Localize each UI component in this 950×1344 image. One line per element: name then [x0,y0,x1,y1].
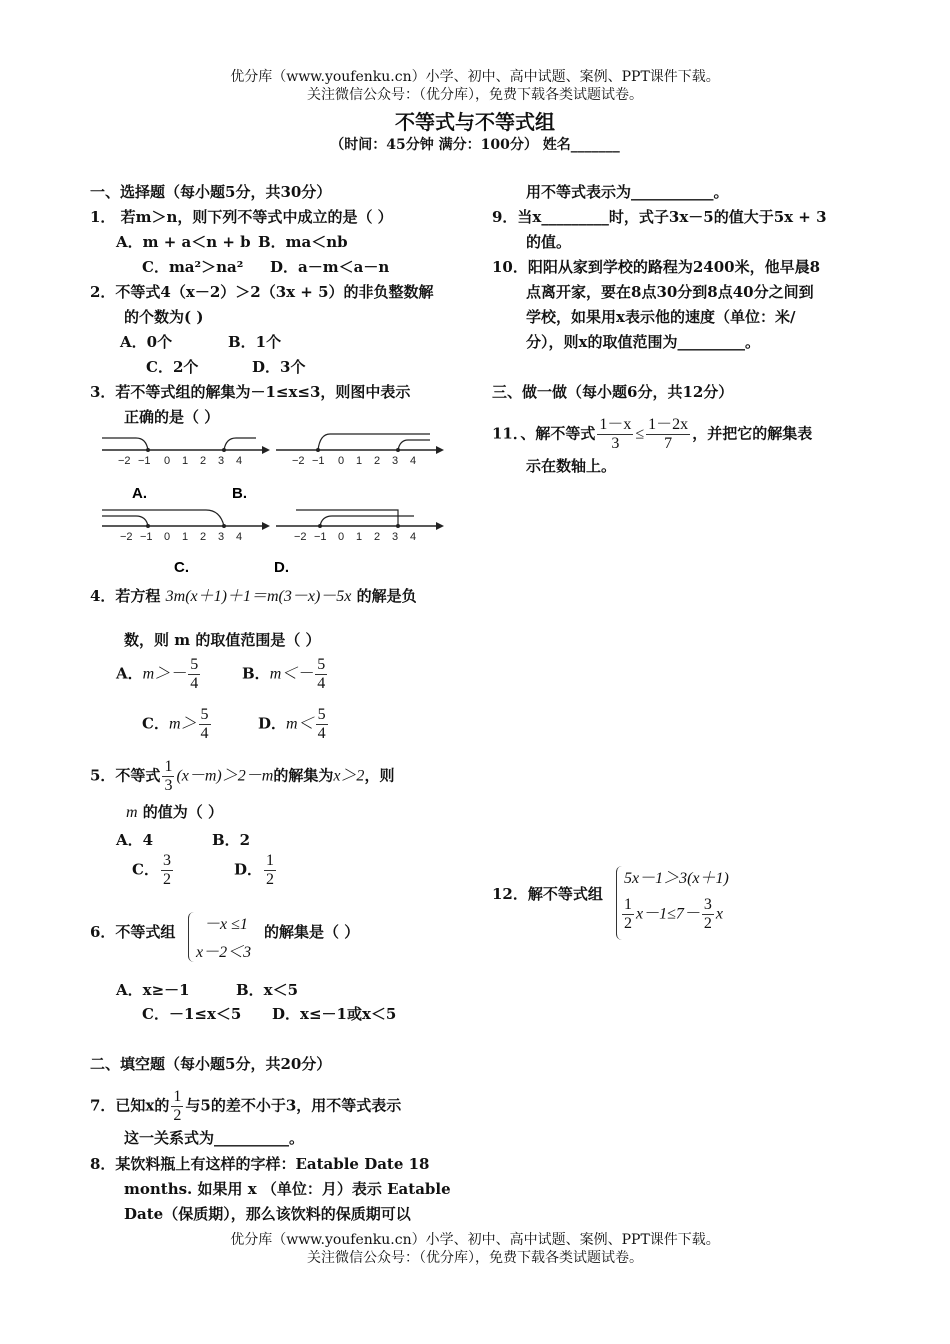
q3-tick-label: −1 [138,455,151,467]
q3-tick-label: −2 [118,455,131,467]
q3-number-lines-cd [96,500,446,580]
q2-stem-line1: 2．不等式4（x－2）＞2（3x + 5）的非负整数解 [90,283,434,301]
q6-option-a: A．x≥－1 [116,981,190,999]
q3-tick-label: 2 [200,455,207,467]
q3-tick-label: −2 [120,531,133,543]
q3-tick-label: −1 [312,455,325,467]
q1-option-b: B．ma＜nb [258,233,348,251]
q3-tick-label: 3 [392,455,399,467]
q6-stem-pre: 6．不等式组 [90,923,176,941]
q3-tick-label: −2 [292,455,305,467]
q7-stem-line2: 这一关系式为__________。 [124,1129,305,1147]
q3-label-d: D. [274,559,289,576]
q6-stem-post: 的解集是（ ） [264,923,360,941]
q3-tick-label: 0 [338,531,345,543]
right-column [492,180,872,940]
q12-row2: $\frac{1}{2}$ x－1≤7－ $\frac{3}{2}$ x [624,896,723,932]
q3-tick-label: 2 [374,455,381,467]
q3-tick-label: 0 [164,455,171,467]
q3-label-c: C. [174,559,189,576]
q3-tick-label: 3 [392,531,399,543]
q4-stem [90,584,417,609]
q6-row2: x－2＜3 [196,944,252,961]
q3-numberline-a [102,438,270,454]
q3-tick-label: 1 [356,455,363,467]
q4-post: 的解是负 [356,587,417,605]
q9-line2: 的值。 [526,233,572,251]
q4-equation: 3m(x＋1)＋1＝m(3－x)－5x [165,588,352,605]
q3-stem-line1: 3．若不等式组的解集为－1≤x≤3，则图中表示 [90,383,411,401]
q8-line2: months. 如果用 x （单位：月）表示 Eatable [124,1180,451,1198]
q6-option-c: C．－1≤x＜5 [142,1005,242,1023]
section-heading-practice: 三、做一做（每小题6分，共12分） [492,383,734,401]
q3-numberline-d [276,510,444,530]
q1-option-c: C．ma²＞na² [142,258,244,276]
q1-option-d: D．a－m＜a－n [270,258,390,276]
q3-tick-label: −2 [294,531,307,543]
q8-line3: Date（保质期），那么该饮料的保质期可以 [124,1205,411,1223]
q3-tick-label: 0 [338,455,345,467]
q10-line2: 点离开家，要在8点30分到8点40分之间到 [526,283,814,301]
q12-row1: 5x－1＞3(x＋1) [624,870,729,887]
q3-tick-label: −1 [140,531,153,543]
exam-title: 不等式与不等式组 [395,110,555,134]
page-footer-line1: 优分库（www.youfenku.cn）小学、初中、高中试题、案例、PPT课件下载。 [230,1232,720,1248]
q3-tick-label: 2 [374,531,381,543]
q5-option-b: B．2 [212,831,251,849]
q5-stem: 5．不等式 $\frac{1}{3}$ (x－m)＞2－m的解集为x＞2，则 [90,758,395,794]
q3-tick-label: 3 [218,455,225,467]
q3-numberline-b [276,434,444,454]
q4-stem-line2: 数，则 m 的取值范围是（ ） [124,631,321,649]
q4-option-a: A．m＞－ $\frac{5}{4}$ [116,656,199,692]
q4-option-b: B．m＜－ $\frac{5}{4}$ [242,656,326,692]
q3-stem-line2: 正确的是（ ） [124,408,220,426]
q1-stem: 1． 若m＞n，则下列不等式中成立的是（ ） [90,208,393,226]
q3-tick-label: 4 [410,531,417,543]
q5-option-c: C． $\frac{3}{2}$ [132,852,171,888]
q8-line1: 8．某饮料瓶上有这样的字样：Eatable Date 18 [90,1155,430,1173]
q3-tick-label: 4 [236,455,243,467]
q2-stem-line2: 的个数为( ) [124,308,204,326]
q4-option-c: C．m＞ $\frac{5}{4}$ [142,706,209,742]
section-heading-fill: 二、填空题（每小题5分，共20分） [90,1055,332,1073]
q6-row1: －x ≤1 [204,916,248,933]
q3-label-b: B. [232,485,247,502]
q3-tick-label: 4 [236,531,243,543]
q5-stem-line2: m 的值为（ ） [126,803,224,821]
q3-tick-label: 3 [218,531,225,543]
q6-option-b: B．x＜5 [236,981,299,999]
q6-option-d: D．x≤－1或x＜5 [272,1005,397,1023]
q10-line1: 10．阳阳从家到学校的路程为2400米，他早晨8 [492,258,821,276]
q8-line4: 用不等式表示为___________。 [526,183,729,201]
q4-option-d: D．m＜ $\frac{5}{4}$ [258,706,326,742]
q2-option-b: B．1个 [228,333,282,351]
q5-option-d: D． $\frac{1}{2}$ [234,852,275,888]
q3-tick-label: −1 [314,531,327,543]
page-header-line1: 优分库（www.youfenku.cn）小学、初中、高中试题、案例、PPT课件下载。 [230,69,720,85]
q2-option-c: C．2个 [146,358,199,376]
q11-stem-line2: 示在数轴上。 [526,457,617,475]
q9-line1: 9．当x_________时，式子3x－5的值大于5x + 3 [492,208,827,226]
q3-tick-label: 1 [182,455,189,467]
left-column-lower [90,580,470,1230]
exam-subtitle: （时间：45分钟 满分：100分） 姓名_______ [330,137,620,153]
q2-option-a: A．0个 [120,333,173,351]
q2-option-d: D．3个 [252,358,306,376]
q1-option-a: A．m + a＜n + b [116,233,251,251]
q11-stem: 11．、解不等式 $\frac{1-x}{3}$ ≤ $\frac{1-2x}{7}$ ，并把它的解集表 [492,416,813,452]
q10-line4: 分），则x的取值范围为_________。 [526,333,760,351]
q3-tick-label: 1 [356,531,363,543]
q3-tick-label: 0 [164,531,171,543]
q10-line3: 学校，如果用x表示他的速度（单位：米/ [526,308,796,326]
q3-numberline-c [102,510,270,530]
q3-tick-label: 2 [200,531,207,543]
q5-option-a: A．4 [116,831,154,849]
page-header-line2: 关注微信公众号：（优分库），免费下载各类试题试卷。 [307,87,643,103]
q12-stem-pre: 12．解不等式组 [492,885,603,903]
q3-tick-label: 1 [182,531,189,543]
q4-pre: 4．若方程 [90,587,161,605]
page-footer-line2: 关注微信公众号：（优分库），免费下载各类试题试卷。 [307,1250,643,1266]
q7-stem: 7．已知x的 $\frac{1}{2}$ 与5的差不小于3，用不等式表示 [90,1088,402,1124]
q3-tick-label: 4 [410,455,417,467]
section-heading-choice: 一、选择题（每小题5分，共30分） [90,183,332,201]
q3-label-a: A. [132,485,147,502]
